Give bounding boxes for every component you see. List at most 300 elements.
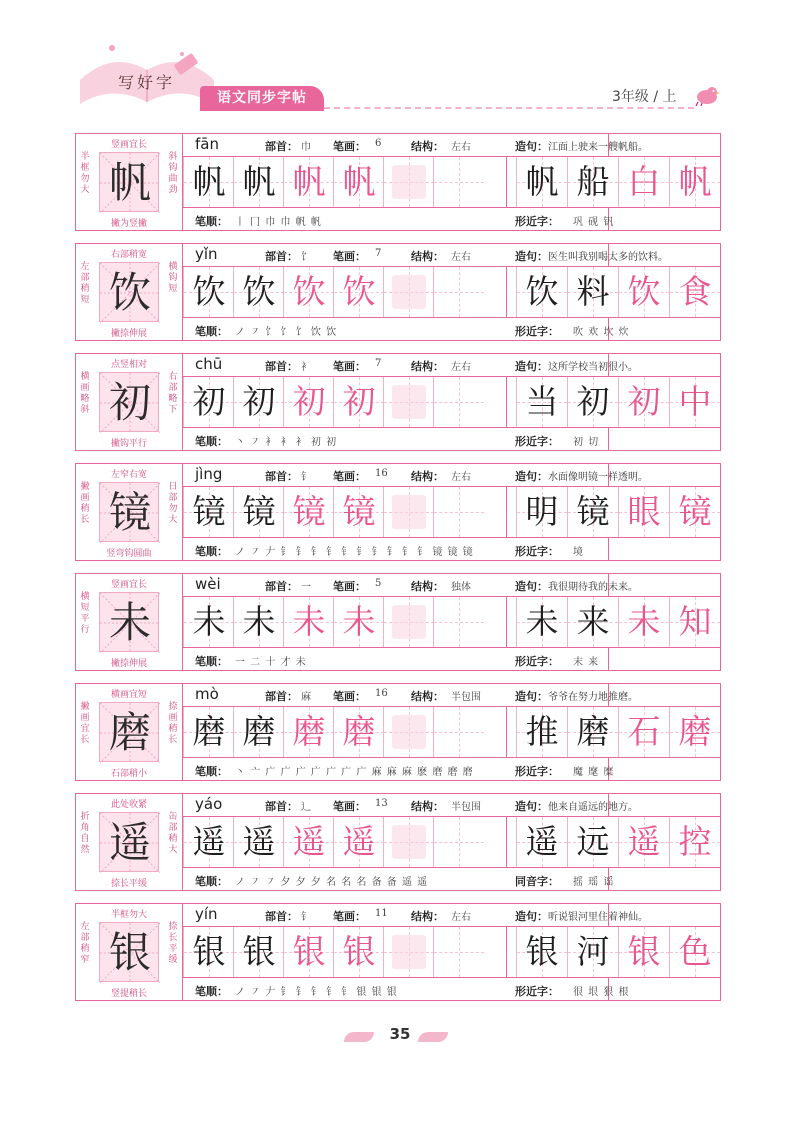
practice-char: 镜 bbox=[242, 492, 276, 531]
word-cell[interactable] bbox=[669, 267, 719, 317]
radical-label: 部首： bbox=[265, 470, 298, 483]
grid-cell[interactable] bbox=[383, 927, 433, 977]
pinyin: chū bbox=[195, 355, 223, 373]
guide-bottom: 撇捺伸展 bbox=[110, 659, 147, 669]
grid-separator bbox=[506, 707, 507, 757]
sentence-text: 听说银河里住着神仙。 bbox=[548, 912, 648, 923]
strokes-value: 6 bbox=[375, 138, 382, 149]
pinyin: mò bbox=[195, 685, 219, 703]
sentence-label: 造句： bbox=[515, 580, 548, 593]
radical-label: 部首： bbox=[265, 140, 298, 153]
word-char: 遥 bbox=[525, 822, 559, 861]
strokes-label: 笔画： bbox=[333, 580, 366, 593]
structure-label: 结构： bbox=[411, 690, 444, 703]
grid-separator bbox=[506, 267, 507, 317]
word-char: 磨 bbox=[576, 712, 610, 751]
char-info bbox=[183, 134, 720, 157]
extra-label: 形近字： bbox=[515, 765, 559, 778]
grade-label: 3年级 / 上 bbox=[612, 89, 677, 105]
guide-right: 捺画稍长 bbox=[168, 702, 178, 745]
model-char-box bbox=[99, 482, 159, 542]
guide-top: 此处收紧 bbox=[110, 800, 147, 810]
grid-cell[interactable] bbox=[283, 597, 333, 647]
word-cell[interactable] bbox=[669, 377, 719, 427]
word-cell[interactable] bbox=[618, 377, 668, 427]
word-cell[interactable] bbox=[669, 707, 719, 757]
header-title: 写好字 bbox=[118, 73, 176, 92]
grid-separator bbox=[506, 597, 507, 647]
pinyin: jìng bbox=[195, 465, 223, 483]
strokes-label: 笔画： bbox=[333, 800, 366, 813]
word-cell[interactable] bbox=[516, 707, 566, 757]
stroke-info bbox=[183, 427, 720, 451]
practice-char: 镜 bbox=[292, 492, 326, 531]
practice-char: 未 bbox=[292, 602, 326, 641]
grid-cell[interactable] bbox=[333, 377, 383, 427]
word-cell[interactable] bbox=[618, 597, 668, 647]
structure-label: 结构： bbox=[411, 470, 444, 483]
word-char: 磨 bbox=[678, 712, 712, 751]
sentence-label: 造句： bbox=[515, 360, 548, 373]
bottom-divider bbox=[608, 428, 609, 451]
stroke-order: ノ ㇇ 𠂇 钅 钅 钅 钅 钅 钅 钅 钅 钅 钅 镜 镜 镜 bbox=[235, 547, 474, 558]
grid-cell[interactable] bbox=[183, 157, 233, 207]
practice-row bbox=[75, 793, 721, 891]
sentence-label: 造句： bbox=[515, 140, 548, 153]
guide-bottom: 撇钩平行 bbox=[110, 439, 147, 449]
word-char: 银 bbox=[525, 932, 559, 971]
writing-guide bbox=[76, 794, 183, 890]
word-cell[interactable] bbox=[618, 487, 668, 537]
extra-value: 巩 砚 钒 bbox=[573, 217, 615, 228]
word-char: 银 bbox=[627, 932, 661, 971]
word-cell[interactable] bbox=[516, 267, 566, 317]
guide-left: 横画略斜 bbox=[80, 372, 90, 415]
word-cell[interactable] bbox=[516, 927, 566, 977]
grid-cell[interactable] bbox=[283, 707, 333, 757]
guide-right: 右部略下 bbox=[168, 372, 178, 415]
grid-cell[interactable] bbox=[233, 597, 283, 647]
model-char-box bbox=[99, 922, 159, 982]
guide-right: 捺长平缓 bbox=[168, 922, 178, 965]
guide-right: 横钩短 bbox=[168, 262, 178, 294]
practice-char: 初 bbox=[242, 382, 276, 421]
word-cell[interactable] bbox=[516, 377, 566, 427]
structure-value: 左右 bbox=[451, 912, 471, 923]
page-number: 35 bbox=[389, 1025, 411, 1043]
header-tab-underline bbox=[200, 109, 324, 111]
strokes-value: 16 bbox=[375, 688, 388, 699]
sentence-text: 医生叫我别喝太多的饮料。 bbox=[548, 252, 668, 263]
strokes-label: 笔画： bbox=[333, 250, 366, 263]
word-cell[interactable] bbox=[618, 267, 668, 317]
guide-top: 竖画宜长 bbox=[110, 140, 147, 150]
sentence-text: 水面像明镜一样透明。 bbox=[548, 472, 648, 483]
word-char: 饮 bbox=[627, 272, 661, 311]
bottom-divider bbox=[608, 648, 609, 671]
grid-cell[interactable] bbox=[333, 927, 383, 977]
guide-left: 半框勿大 bbox=[80, 152, 90, 195]
tracing-ghost bbox=[392, 605, 426, 639]
grid-cell[interactable] bbox=[183, 817, 233, 867]
example-sentence bbox=[515, 358, 638, 374]
practice-char: 磨 bbox=[242, 712, 276, 751]
order-label: 笔顺： bbox=[195, 435, 228, 448]
grid-cell[interactable] bbox=[333, 267, 383, 317]
header-divider bbox=[324, 107, 694, 109]
model-char-box bbox=[99, 592, 159, 652]
sentence-label: 造句： bbox=[515, 690, 548, 703]
structure-label: 结构： bbox=[411, 250, 444, 263]
tracing-ghost bbox=[392, 935, 426, 969]
radical-value: 巾 bbox=[301, 142, 311, 153]
radical-label: 部首： bbox=[265, 800, 298, 813]
word-cell[interactable] bbox=[567, 377, 617, 427]
page-header bbox=[0, 0, 800, 120]
grid-cell[interactable] bbox=[333, 597, 383, 647]
grid-cell[interactable] bbox=[233, 377, 283, 427]
word-cell[interactable] bbox=[669, 817, 719, 867]
writing-guide bbox=[76, 244, 183, 340]
word-char: 来 bbox=[576, 602, 610, 641]
word-cell[interactable] bbox=[516, 157, 566, 207]
practice-char: 磨 bbox=[192, 712, 226, 751]
order-label: 笔顺： bbox=[195, 655, 228, 668]
word-cell[interactable] bbox=[516, 817, 566, 867]
guide-bottom: 撇捺伸展 bbox=[110, 329, 147, 339]
practice-grid bbox=[183, 377, 720, 427]
grid-cell[interactable] bbox=[233, 707, 283, 757]
grid-cell[interactable] bbox=[383, 707, 433, 757]
structure-value: 半包围 bbox=[451, 692, 481, 703]
grid-cell[interactable] bbox=[183, 597, 233, 647]
stroke-order: 丶 ㇇ 衤 衤 衤 初 初 bbox=[235, 437, 338, 448]
radical-label: 部首： bbox=[265, 250, 298, 263]
practice-char: 帆 bbox=[192, 162, 226, 201]
word-cell[interactable] bbox=[618, 817, 668, 867]
grid-cell[interactable] bbox=[383, 597, 433, 647]
stroke-order: ノ ㇇ ㇇ 夕 夕 夕 名 名 名 备 备 遥 遥 bbox=[235, 877, 429, 888]
grid-cell[interactable] bbox=[433, 267, 483, 317]
guide-bottom: 撇为竖撇 bbox=[110, 219, 147, 229]
practice-char: 银 bbox=[292, 932, 326, 971]
extra-label: 形近字： bbox=[515, 215, 559, 228]
radical-value: 一 bbox=[301, 582, 311, 593]
practice-char: 未 bbox=[242, 602, 276, 641]
word-cell[interactable] bbox=[618, 927, 668, 977]
grid-cell[interactable] bbox=[383, 377, 433, 427]
writing-guide bbox=[76, 134, 183, 230]
tracing-ghost bbox=[392, 165, 426, 199]
grid-cell[interactable] bbox=[383, 817, 433, 867]
word-char: 船 bbox=[576, 162, 610, 201]
practice-grid bbox=[183, 487, 720, 537]
practice-char: 银 bbox=[242, 932, 276, 971]
guide-top: 点竖相对 bbox=[110, 360, 147, 370]
word-char: 控 bbox=[678, 822, 712, 861]
model-char-box bbox=[99, 262, 159, 322]
practice-row bbox=[75, 243, 721, 341]
sentence-label: 造句： bbox=[515, 250, 548, 263]
model-char-box bbox=[99, 372, 159, 432]
structure-label: 结构： bbox=[411, 360, 444, 373]
word-char: 石 bbox=[627, 712, 661, 751]
word-cell[interactable] bbox=[669, 597, 719, 647]
practice-grid bbox=[183, 597, 720, 647]
practice-grid bbox=[183, 267, 720, 317]
grid-cell[interactable] bbox=[233, 157, 283, 207]
guide-left: 撇画稍长 bbox=[80, 482, 90, 525]
strokes-value: 13 bbox=[375, 798, 388, 809]
grid-cell[interactable] bbox=[333, 817, 383, 867]
word-cell[interactable] bbox=[669, 927, 719, 977]
extra-label: 形近字： bbox=[515, 325, 559, 338]
writing-guide bbox=[76, 354, 183, 450]
model-char: 镜 bbox=[108, 488, 151, 537]
radical-value: 辶 bbox=[301, 802, 311, 813]
grid-cell[interactable] bbox=[383, 157, 433, 207]
grid-cell[interactable] bbox=[383, 487, 433, 537]
char-info bbox=[183, 794, 720, 817]
stroke-info bbox=[183, 207, 720, 231]
grid-separator bbox=[506, 377, 507, 427]
guide-left: 撇画宜长 bbox=[80, 702, 90, 745]
word-char: 当 bbox=[525, 382, 559, 421]
extra-value: 初 切 bbox=[573, 437, 600, 448]
grid-cell[interactable] bbox=[333, 487, 383, 537]
practice-char: 饮 bbox=[342, 272, 376, 311]
tracing-ghost bbox=[392, 275, 426, 309]
extra-value: 很 垠 狠 根 bbox=[573, 987, 630, 998]
sentence-text: 爷爷在努力地推磨。 bbox=[548, 692, 638, 703]
word-char: 色 bbox=[678, 932, 712, 971]
word-char: 中 bbox=[678, 382, 712, 421]
grid-cell[interactable] bbox=[283, 817, 333, 867]
grid-separator bbox=[506, 927, 507, 977]
grid-cell[interactable] bbox=[283, 927, 333, 977]
structure-label: 结构： bbox=[411, 580, 444, 593]
grid-cell[interactable] bbox=[433, 157, 483, 207]
guide-top: 右部稍宽 bbox=[110, 250, 147, 260]
word-cell[interactable] bbox=[618, 157, 668, 207]
model-char: 磨 bbox=[108, 708, 151, 757]
word-cell[interactable] bbox=[618, 707, 668, 757]
practice-grid bbox=[183, 927, 720, 977]
writing-guide bbox=[76, 684, 183, 780]
grid-cell[interactable] bbox=[233, 487, 283, 537]
word-cell[interactable] bbox=[516, 487, 566, 537]
word-cell[interactable] bbox=[567, 707, 617, 757]
word-cell[interactable] bbox=[567, 157, 617, 207]
practice-char: 未 bbox=[192, 602, 226, 641]
extra-value: 末 来 bbox=[573, 657, 600, 668]
stroke-info bbox=[183, 317, 720, 341]
grid-cell[interactable] bbox=[433, 377, 483, 427]
word-cell[interactable] bbox=[669, 487, 719, 537]
grid-cell[interactable] bbox=[283, 487, 333, 537]
grid-cell[interactable] bbox=[183, 377, 233, 427]
strokes-value: 5 bbox=[375, 578, 382, 589]
strokes-label: 笔画： bbox=[333, 910, 366, 923]
guide-top: 半框勿大 bbox=[110, 910, 147, 920]
practice-row bbox=[75, 903, 721, 1001]
word-char: 帆 bbox=[525, 162, 559, 201]
grid-cell[interactable] bbox=[283, 377, 333, 427]
word-char: 白 bbox=[627, 162, 661, 201]
model-char: 初 bbox=[108, 378, 151, 427]
structure-label: 结构： bbox=[411, 910, 444, 923]
strokes-label: 笔画： bbox=[333, 690, 366, 703]
structure-value: 半包围 bbox=[451, 802, 481, 813]
guide-left: 横短平行 bbox=[80, 592, 90, 635]
char-info bbox=[183, 244, 720, 267]
grid-cell[interactable] bbox=[433, 817, 483, 867]
grid-cell[interactable] bbox=[233, 267, 283, 317]
grid-cell[interactable] bbox=[183, 927, 233, 977]
word-char: 推 bbox=[525, 712, 559, 751]
writing-guide bbox=[76, 464, 183, 560]
strokes-value: 7 bbox=[375, 358, 382, 369]
tracing-ghost bbox=[392, 825, 426, 859]
practice-char: 帆 bbox=[242, 162, 276, 201]
strokes-label: 笔画： bbox=[333, 360, 366, 373]
grid-cell[interactable] bbox=[233, 817, 283, 867]
guide-right: 日部勿大 bbox=[168, 482, 178, 525]
practice-char: 饮 bbox=[292, 272, 326, 311]
order-label: 笔顺： bbox=[195, 985, 228, 998]
writing-guide bbox=[76, 904, 183, 1000]
word-char: 河 bbox=[576, 932, 610, 971]
word-char: 眼 bbox=[627, 492, 661, 531]
word-char: 遥 bbox=[627, 822, 661, 861]
structure-value: 左右 bbox=[451, 252, 471, 263]
word-cell[interactable] bbox=[567, 597, 617, 647]
practice-char: 遥 bbox=[242, 822, 276, 861]
model-char-box bbox=[99, 702, 159, 762]
stroke-order: 丶 亠 广 广 广 广 广 广 广 麻 麻 麻 麽 磨 磨 磨 bbox=[235, 767, 474, 778]
stroke-order: ノ ㇇ 饣 饣 饣 饮 饮 bbox=[235, 327, 338, 338]
stroke-order: 一 二 十 才 未 bbox=[235, 657, 307, 668]
extra-value: 境 bbox=[573, 547, 584, 558]
sentence-text: 江面上驶来一艘帆船。 bbox=[548, 142, 648, 153]
radical-label: 部首： bbox=[265, 690, 298, 703]
grid-cell[interactable] bbox=[433, 707, 483, 757]
tracing-ghost bbox=[392, 715, 426, 749]
guide-top: 竖画宜长 bbox=[110, 580, 147, 590]
grid-cell[interactable] bbox=[433, 927, 483, 977]
practice-char: 饮 bbox=[242, 272, 276, 311]
grid-cell[interactable] bbox=[183, 707, 233, 757]
writing-guide bbox=[76, 574, 183, 670]
word-cell[interactable] bbox=[567, 817, 617, 867]
stroke-info bbox=[183, 537, 720, 561]
extra-label: 形近字： bbox=[515, 435, 559, 448]
guide-right: 缶部稍大 bbox=[168, 812, 178, 855]
order-label: 笔顺： bbox=[195, 545, 228, 558]
word-cell[interactable] bbox=[516, 597, 566, 647]
guide-bottom: 竖提稍长 bbox=[110, 989, 147, 999]
header-tab: 语文同步字帖 bbox=[200, 86, 324, 110]
pinyin: wèi bbox=[195, 575, 221, 593]
tracing-ghost bbox=[392, 385, 426, 419]
extra-label: 同音字： bbox=[515, 875, 559, 888]
stroke-info bbox=[183, 867, 720, 891]
grid-cell[interactable] bbox=[433, 487, 483, 537]
sentence-label: 造句： bbox=[515, 470, 548, 483]
grid-cell[interactable] bbox=[233, 927, 283, 977]
stroke-order: 丨 冂 巾 巾 帆 帆 bbox=[235, 217, 322, 228]
radical-value: 钅 bbox=[301, 912, 311, 923]
char-info bbox=[183, 574, 720, 597]
word-cell[interactable] bbox=[567, 927, 617, 977]
word-char: 饮 bbox=[525, 272, 559, 311]
word-cell[interactable] bbox=[567, 267, 617, 317]
grid-cell[interactable] bbox=[333, 157, 383, 207]
model-char: 帆 bbox=[108, 158, 151, 207]
pinyin: yǐn bbox=[195, 245, 218, 263]
example-sentence bbox=[515, 578, 638, 594]
grid-separator bbox=[506, 487, 507, 537]
word-char: 初 bbox=[576, 382, 610, 421]
footer-leaf-icon bbox=[418, 1032, 448, 1042]
model-char: 遥 bbox=[108, 818, 151, 867]
char-info bbox=[183, 904, 720, 927]
grid-cell[interactable] bbox=[333, 707, 383, 757]
practice-row bbox=[75, 573, 721, 671]
word-char: 知 bbox=[678, 602, 712, 641]
stroke-info bbox=[183, 647, 720, 671]
practice-grid bbox=[183, 817, 720, 867]
order-label: 笔顺： bbox=[195, 765, 228, 778]
word-char: 镜 bbox=[678, 492, 712, 531]
extra-label: 形近字： bbox=[515, 985, 559, 998]
radical-value: 衤 bbox=[301, 362, 311, 373]
radical-label: 部首： bbox=[265, 360, 298, 373]
model-char-box bbox=[99, 812, 159, 872]
practice-char: 银 bbox=[192, 932, 226, 971]
guide-right: 斜钩曲劲 bbox=[168, 152, 178, 195]
grid-cell[interactable] bbox=[383, 267, 433, 317]
grid-cell[interactable] bbox=[283, 157, 333, 207]
grid-cell[interactable] bbox=[183, 267, 233, 317]
word-char: 远 bbox=[576, 822, 610, 861]
practice-char: 遥 bbox=[192, 822, 226, 861]
sentence-text: 我很期待我的未来。 bbox=[548, 582, 638, 593]
example-sentence bbox=[515, 138, 648, 154]
extra-label: 形近字： bbox=[515, 545, 559, 558]
word-cell[interactable] bbox=[669, 157, 719, 207]
grid-cell[interactable] bbox=[433, 597, 483, 647]
model-char: 饮 bbox=[108, 268, 151, 317]
practice-char: 遥 bbox=[342, 822, 376, 861]
sentence-text: 这所学校当初很小。 bbox=[548, 362, 638, 373]
word-char: 食 bbox=[678, 272, 712, 311]
radical-value: 麻 bbox=[301, 692, 311, 703]
example-sentence bbox=[515, 908, 648, 924]
strokes-label: 笔画： bbox=[333, 470, 366, 483]
word-char: 帆 bbox=[678, 162, 712, 201]
grid-cell[interactable] bbox=[183, 487, 233, 537]
practice-char: 遥 bbox=[292, 822, 326, 861]
practice-row bbox=[75, 133, 721, 231]
structure-label: 结构： bbox=[411, 140, 444, 153]
grid-cell[interactable] bbox=[283, 267, 333, 317]
word-cell[interactable] bbox=[567, 487, 617, 537]
sentence-label: 造句： bbox=[515, 910, 548, 923]
stroke-info bbox=[183, 977, 720, 1001]
order-label: 笔顺： bbox=[195, 875, 228, 888]
structure-value: 左右 bbox=[451, 362, 471, 373]
